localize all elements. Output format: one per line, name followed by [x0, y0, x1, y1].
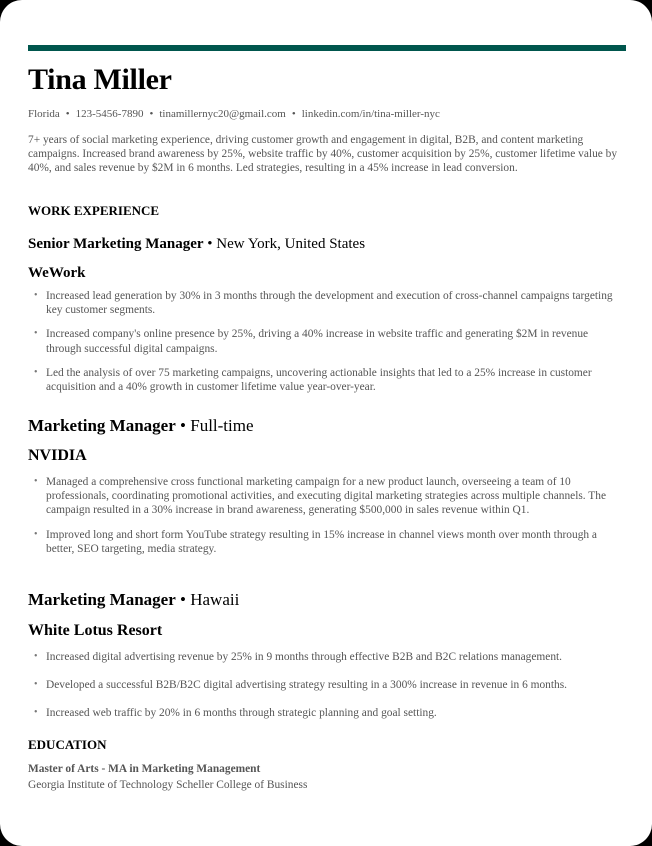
bullet-item: • Increased digital advertising revenue by 25% in 9 months through effective B2B and B2C relations management.: [28, 650, 618, 664]
education-degree: Master of Arts - MA in Marketing Management: [28, 763, 261, 775]
bullet-item: • Improved long and short form YouTube strategy resulting in 15% increase in channel views month over month through a better, SEO targeting, media strategy.: [28, 528, 618, 556]
bullet-item: • Developed a successful B2B/B2C digital advertising strategy resulting in a 300% increase in revenue in 6 months.: [28, 678, 618, 692]
job-detail: • New York, United States: [207, 236, 366, 252]
contact-location: Florida: [28, 108, 60, 120]
job-title-line: [28, 416, 254, 436]
section-heading-education: EDUCATION: [28, 737, 107, 752]
header-accent-bar: [28, 45, 626, 51]
section-heading-work-experience: WORK EXPERIENCE: [28, 203, 160, 218]
job-title-line: [28, 235, 365, 253]
job-role: Marketing Manager: [28, 416, 176, 435]
company-name: White Lotus Resort: [28, 622, 163, 639]
job-title-line: [28, 590, 239, 610]
company-name: WeWork: [28, 265, 86, 281]
job-detail: • Full-time: [180, 416, 254, 435]
bullet-item: • Increased company's online presence by 25%, driving a 40% increase in website traffic and generating $2M in revenue through successful digital campaigns.: [28, 327, 618, 355]
job-role: Marketing Manager: [28, 590, 176, 609]
bullet-item: • Increased lead generation by 30% in 3 months through the development and execution of cross-channel campaigns targeting key customer segments.: [28, 289, 618, 317]
education-school: Georgia Institute of Technology Scheller College of Business: [28, 779, 308, 791]
job-bullets: [28, 475, 618, 556]
contact-email[interactable]: tinamillernyc20@gmail.com: [159, 108, 286, 120]
contact-linkedin[interactable]: linkedin.com/in/tina-miller-nyc: [301, 108, 440, 120]
bullet-item: • Managed a comprehensive cross functional marketing campaign for a new product launch, overseeing a team of 10 professionals, coordinating promotional activities, and executing digital marketing strategies across multiple channels. The campaign resulted in a 30% increase in brand awareness, generating $500,000 in sales revenue within Q1.: [28, 475, 618, 518]
bullet-item: • Led the analysis of over 75 marketing campaigns, uncovering actionable insights that led to a 25% increase in customer acquisition and a 40% growth in customer lifetime value year-over-year.: [28, 366, 618, 394]
job-role: Senior Marketing Manager: [28, 236, 204, 252]
contact-line: [28, 107, 440, 121]
contact-phone[interactable]: 123-5456-7890: [75, 108, 144, 120]
separator-dot: •: [65, 108, 70, 120]
professional-summary: 7+ years of social marketing experience, driving customer growth and engagement in digital, B2B, and content marketing campaigns. Increased brand awareness by 25%, website traffic by 40%, customer acquisition by 25%, customer lifetime value by 40%, and sales revenue by $2M in 6 months. Led strategies, resulting in a 45% increase in lead conversion.: [28, 134, 618, 175]
candidate-name: Tina Miller: [28, 63, 172, 96]
job-detail: • Hawaii: [180, 590, 240, 609]
job-bullets: [28, 289, 618, 394]
company-name: NVIDIA: [28, 447, 87, 464]
bullet-item: • Increased web traffic by 20% in 6 months through strategic planning and goal setting.: [28, 706, 618, 720]
separator-dot: •: [149, 108, 154, 120]
separator-dot: •: [291, 108, 296, 120]
job-bullets: [28, 650, 618, 721]
